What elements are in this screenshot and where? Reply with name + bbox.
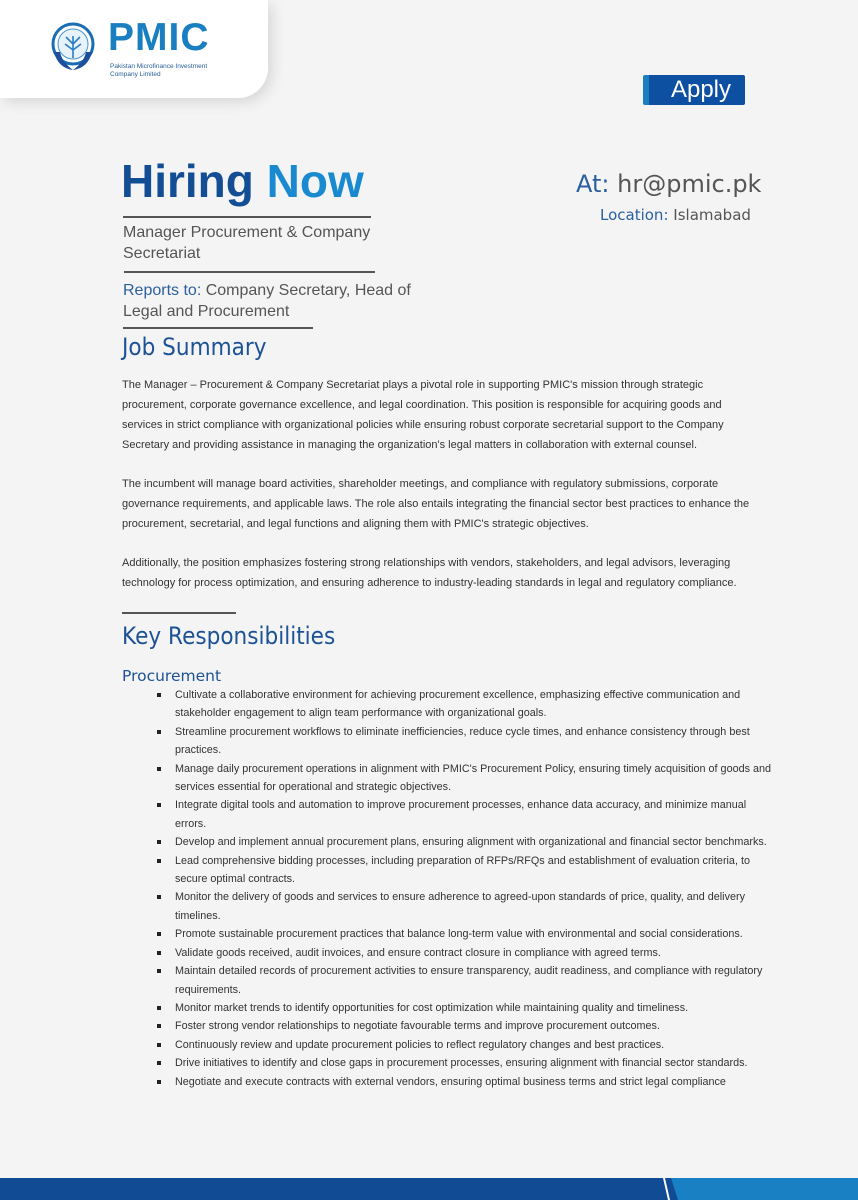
location-value: Islamabad <box>673 206 751 224</box>
summary-paragraph: Additionally, the position emphasizes fostering strong relationships with vendors, stakeholders, and legal advisors, leveraging technology for process optimization, and ensuring adherence to industry-leading standards in legal and regulatory compliance. <box>122 557 737 589</box>
list-item: Promote sustainable procurement practices that balance long-term value with environmental and social considerations. <box>175 925 772 943</box>
location <box>600 206 751 224</box>
list-item: Manage daily procurement operations in alignment with PMIC's Procurement Policy, ensuring timely acquisition of goods and services essential for operational and strategic objectives. <box>175 760 772 797</box>
reports-to-value: Company Secretary, Head of Legal and Procurement <box>123 282 411 320</box>
list-item: Cultivate a collaborative environment for achieving procurement excellence, emphasizing effective communication and stakeholder engagement to align team performance with organizational goals. <box>175 686 772 723</box>
title-word-now: Now <box>266 155 364 207</box>
logo-subtitle-line1: Pakistan Microfinance Investment <box>110 63 208 70</box>
list-item: Develop and implement annual procurement plans, ensuring alignment with organizational and financial sector benchmarks. <box>175 833 772 851</box>
procurement-list <box>175 686 772 1091</box>
contact-email <box>576 170 761 198</box>
list-item: Continuously review and update procurement policies to reflect regulatory changes and best practices. <box>175 1036 772 1054</box>
footer-band <box>0 1178 858 1200</box>
logo-card <box>0 0 268 98</box>
list-item: Foster strong vendor relationships to negotiate favourable terms and improve procurement outcomes. <box>175 1017 772 1035</box>
divider <box>124 271 375 273</box>
email-label: At: <box>576 170 610 198</box>
list-item: Negotiate and execute contracts with external vendors, ensuring optimal business terms and strict legal compliance <box>175 1073 772 1091</box>
logo-subtitle <box>110 63 207 79</box>
job-summary <box>122 375 752 593</box>
job-summary-heading: Job Summary <box>122 333 267 361</box>
summary-paragraph: The Manager – Procurement & Company Secretariat plays a pivotal role in supporting PMIC's mission through strategic procurement, corporate governance excellence, and legal coordination. This position is responsible for acquiring goods and services in strict compliance with organizational policies while ensuring robust corporate secretarial support to the Company Secretary and providing assistance in managing the organization's legal matters in collaboration with external counsel. <box>122 379 724 451</box>
pmic-logo-icon <box>48 22 98 72</box>
location-label: Location: <box>600 206 669 224</box>
divider <box>123 216 371 218</box>
apply-button[interactable]: Apply <box>643 75 745 105</box>
divider <box>123 327 313 329</box>
footer-accent <box>668 1178 858 1200</box>
list-item: Maintain detailed records of procurement activities to ensure transparency, audit readiness, and compliance with regulatory requirements. <box>175 962 772 999</box>
list-item: Validate goods received, audit invoices, and ensure contract closure in compliance with agreed terms. <box>175 944 772 962</box>
list-item: Integrate digital tools and automation to improve procurement processes, enhance data accuracy, and minimize manual errors. <box>175 796 772 833</box>
divider <box>122 612 236 614</box>
logo-subtitle-line2: Company Limited <box>110 71 161 78</box>
procurement-subheading: Procurement <box>122 667 222 685</box>
reports-to <box>123 280 453 322</box>
list-item: Drive initiatives to identify and close gaps in procurement processes, ensuring alignment with financial sector standards. <box>175 1054 772 1072</box>
reports-to-label: Reports to: <box>123 282 202 299</box>
list-item: Monitor market trends to identify opportunities for cost optimization while maintaining quality and timeliness. <box>175 999 772 1017</box>
footer-divider <box>663 1178 673 1200</box>
logo-wordmark: PMIC <box>108 16 210 59</box>
job-title: Manager Procurement & Company Secretariat <box>123 224 371 262</box>
key-responsibilities-heading: Key Responsibilities <box>122 622 336 650</box>
email-value[interactable]: hr@pmic.pk <box>617 170 762 198</box>
list-item: Monitor the delivery of goods and services to ensure adherence to agreed-upon standards of price, quality, and delivery timelines. <box>175 888 772 925</box>
main-content <box>122 331 772 1091</box>
title-word-hiring: Hiring <box>121 155 254 207</box>
list-item: Streamline procurement workflows to eliminate inefficiencies, reduce cycle times, and enhance consistency through best practices. <box>175 723 772 760</box>
list-item: Lead comprehensive bidding processes, including preparation of RFPs/RFQs and establishment of evaluation criteria, to secure optimal contracts. <box>175 852 772 889</box>
page-title <box>121 154 364 208</box>
summary-paragraph: The incumbent will manage board activities, shareholder meetings, and compliance with regulatory submissions, corporate governance requirements, and applicable laws. The role also entails integrating the financial sector best practices to enhance the procurement, secretarial, and legal functions and aligning them with PMIC's strategic objectives. <box>122 478 750 530</box>
